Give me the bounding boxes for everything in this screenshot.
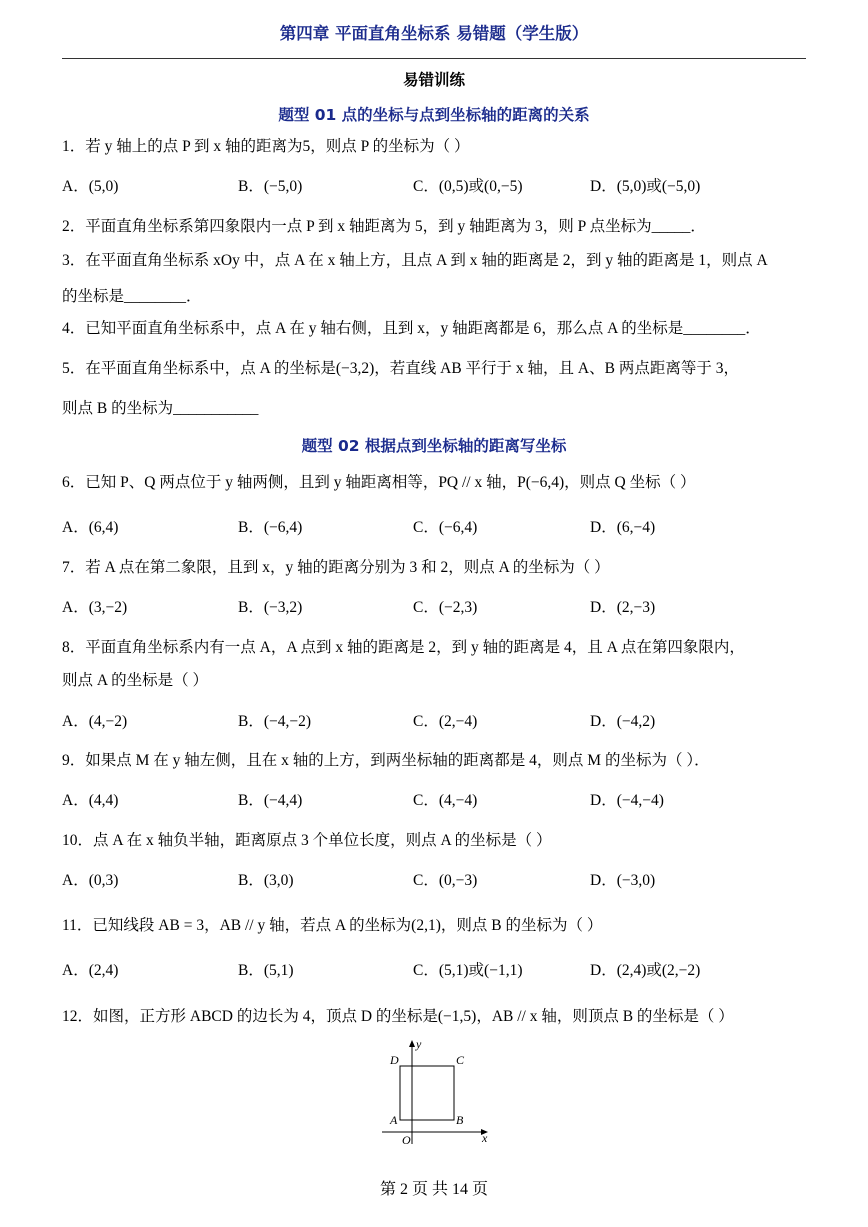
y-axis-arrow bbox=[409, 1040, 415, 1047]
option-b: B．(−5,0) bbox=[238, 178, 303, 195]
square-abcd bbox=[400, 1066, 454, 1120]
option-a: A．(5,0) bbox=[62, 178, 119, 195]
question-8-cont: 则点 A 的坐标是（ ） bbox=[62, 672, 208, 689]
option-d: D．(2,−3) bbox=[590, 599, 656, 616]
question-5: 5．在平面直角坐标系中，点 A 的坐标是(−3,2)，若直线 AB 平行于 x 轴，且 A、B 两点距离等于 3， bbox=[62, 360, 739, 377]
option-c: C．(−2,3) bbox=[413, 599, 478, 616]
option-c: C．(0,5)或(0,−5) bbox=[413, 178, 523, 195]
option-a: A．(2,4) bbox=[62, 962, 119, 979]
option-b: B．(−4,−2) bbox=[238, 713, 312, 730]
option-a: A．(6,4) bbox=[62, 519, 119, 536]
question-12: 12．如图，正方形 ABCD 的边长为 4，顶点 D 的坐标是(−1,5)，AB // x 轴，则顶点 B 的坐标是（ ） bbox=[62, 1008, 734, 1025]
option-b: B．(5,1) bbox=[238, 962, 294, 979]
option-a: A．(3,−2) bbox=[62, 599, 128, 616]
question-10: 10．点 A 在 x 轴负半轴，距离原点 3 个单位长度，则点 A 的坐标是（ ） bbox=[62, 832, 552, 849]
section-title-2: 题型 02 根据点到坐标轴的距离写坐标 bbox=[301, 437, 567, 455]
option-b: B．(3,0) bbox=[238, 872, 294, 889]
option-a: A．(4,4) bbox=[62, 792, 119, 809]
page-footer: 第 2 页 共 14 页 bbox=[379, 1181, 488, 1198]
option-d: D．(−4,−4) bbox=[590, 792, 664, 809]
label-c: C bbox=[456, 1053, 465, 1067]
label-a: A bbox=[390, 1113, 398, 1127]
question-1: 1．若 y 轴上的点 P 到 x 轴的距离为5，则点 P 的坐标为（ ） bbox=[62, 138, 470, 155]
option-c: C．(−6,4) bbox=[413, 519, 478, 536]
question-6: 6．已知 P、Q 两点位于 y 轴两侧，且到 y 轴距离相等，PQ // x 轴，P(−6,4)，则点 Q 坐标（ ） bbox=[62, 474, 696, 491]
question-9: 9．如果点 M 在 y 轴左侧，且在 x 轴的上方，到两坐标轴的距离都是 4，则点 M 的坐标为（ ）． bbox=[62, 752, 710, 769]
option-a: A．(0,3) bbox=[62, 872, 119, 889]
option-a: A．(4,−2) bbox=[62, 713, 128, 730]
label-o: O bbox=[402, 1133, 411, 1147]
question-3-cont: 的坐标是________． bbox=[62, 288, 202, 305]
question-3: 3．在平面直角坐标系 xOy 中，点 A 在 x 轴上方，且点 A 到 x 轴的距离是 2，到 y 轴的距离是 1，则点 A bbox=[62, 252, 768, 269]
section-title-1: 题型 01 点的坐标与点到坐标轴的距离的关系 bbox=[278, 106, 590, 124]
option-d: D．(5,0)或(−5,0) bbox=[590, 178, 701, 195]
option-b: B．(−3,2) bbox=[238, 599, 303, 616]
option-c: C．(2,−4) bbox=[413, 713, 478, 730]
question-8: 8．平面直角坐标系内有一点 A，A 点到 x 轴的距离是 2，到 y 轴的距离是 4，且 A 点在第四象限内， bbox=[62, 639, 745, 656]
square-coordinate-figure bbox=[376, 1036, 496, 1148]
option-b: B．(−6,4) bbox=[238, 519, 303, 536]
option-d: D．(−3,0) bbox=[590, 872, 656, 889]
header-divider bbox=[62, 58, 806, 59]
option-d: D．(−4,2) bbox=[590, 713, 656, 730]
question-7: 7．若 A 点在第二象限，且到 x，y 轴的距离分别为 3 和 2，则点 A 的坐标为（ ） bbox=[62, 559, 610, 576]
question-5-cont: 则点 B 的坐标为___________ bbox=[62, 400, 259, 417]
option-d: D．(2,4)或(2,−2) bbox=[590, 962, 701, 979]
main-title: 易错训练 bbox=[402, 71, 465, 89]
question-11: 11．已知线段 AB = 3，AB // y 轴，若点 A 的坐标为(2,1)，则点 B 的坐标为（ ） bbox=[62, 917, 603, 934]
option-c: C．(0,−3) bbox=[413, 872, 478, 889]
option-c: C．(5,1)或(−1,1) bbox=[413, 962, 523, 979]
label-y: y bbox=[416, 1037, 422, 1051]
option-b: B．(−4,4) bbox=[238, 792, 303, 809]
label-b: B bbox=[456, 1113, 464, 1127]
question-4: 4．已知平面直角坐标系中，点 A 在 y 轴右侧，且到 x，y 轴距离都是 6，那么点 A 的坐标是________． bbox=[62, 320, 761, 337]
option-c: C．(4,−4) bbox=[413, 792, 478, 809]
option-d: D．(6,−4) bbox=[590, 519, 656, 536]
label-d: D bbox=[390, 1053, 399, 1067]
page-header-title: 第四章 平面直角坐标系 易错题（学生版） bbox=[279, 24, 589, 43]
label-x: x bbox=[482, 1131, 488, 1145]
question-2: 2．平面直角坐标系第四象限内一点 P 到 x 轴距离为 5，到 y 轴距离为 3，则 P 点坐标为_____． bbox=[62, 218, 706, 235]
